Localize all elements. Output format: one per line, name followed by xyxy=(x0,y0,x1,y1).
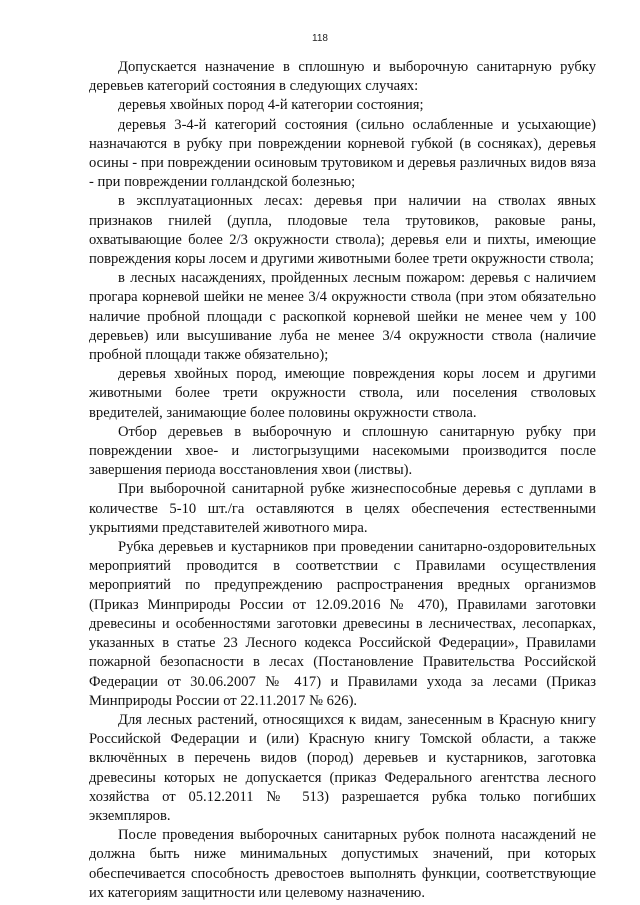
paragraph-allowed-cases: Допускается назначение в сплошную и выборочную санитарную рубку деревьев категорий состояния в следующих случаях: xyxy=(89,59,596,95)
paragraph-stand-density: После проведения выборочных санитарных рубок полнота насаждений не должна быть ниже минимальных допустимых значений, при которых обеспечивается способность древостоев выполнять функции, соответствующие их категориям защитности или целевому назначению. xyxy=(89,827,596,901)
paragraph-insect-damage: Отбор деревьев в выборочную и сплошную санитарную рубку при повреждении хвое- и листогрызущими насекомыми производится после завершения периода восстановления хвои (листвы). xyxy=(89,423,596,479)
paragraph-bark-damage: деревья хвойных пород, имеющие повреждения коры лосем и другими животными более трети окружности ствола, или поселения стволовых вредителей, занимающие более половины окружности ствола. xyxy=(89,366,596,421)
document-body xyxy=(89,58,596,903)
paragraph-exploitation-forests: в эксплуатационных лесах: деревья при наличии на стволах явных признаков гнилей (дупла, плодовые тела трутовиков, раковые раны, охватывающие более 2/3 окружности ствола); деревья ели и пихты, имеющие повреждения коры лосем и другими животными более трети окружности ствола; xyxy=(89,193,596,268)
paragraph-regulations: Рубка деревьев и кустарников при проведении санитарно-оздоровительных мероприятий проводится в соответствии с Правилами осуществления мероприятий по предупреждению распространения вредных организмов (Приказ Минприроды России от 12.09.2016 № 470), Правилами заготовки древесины и особенностями заготовки древесины в лесничествах, лесопарках, указанных в статье 23 Лесного кодекса Российской Федерации», Правилами пожарной безопасности в лесах (Постановление Правительства Российской Федерации от 30.06.2007 № 417) и Правилами ухода за лесами (Приказ Минприроды России от 22.11.2017 № 626). xyxy=(89,539,596,709)
page-number: 118 xyxy=(312,33,328,44)
paragraph-fire-damaged-stands: в лесных насаждениях, пройденных лесным пожаром: деревья с наличием прогара корневой шейки не менее 3/4 окружности ствола (при этом обязательно наличие пробной площади с раскопкой корневой шейки не менее чем у 100 деревьев) или высушивание луба не менее 3/4 окружности ствола (наличие пробной площади также обязательно); xyxy=(89,270,596,364)
paragraph-conifers-category-4: деревья хвойных пород 4-й категории состояния; xyxy=(118,97,424,114)
paragraph-red-book-species: Для лесных растений, относящихся к видам, занесенным в Красную книгу Российской Федерации и (или) Красную книгу Томской области, а также включённых в перечень видов (пород) деревьев и кустарников, заготовка древесины которых не допускается (приказ Федерального агентства лесного хозяйства от 05.12.2011 № 513) разрешается рубка только погибших экземпляров. xyxy=(89,711,596,824)
paragraph-category-3-4: деревья 3-4-й категорий состояния (сильно ослабленные и усыхающие) назначаются в рубку при повреждении корневой губкой (в сосняках), деревья осины - при повреждении осиновым трутовиком и деревья различных видов вяза - при повреждении голландской болезнью; xyxy=(89,116,596,191)
paragraph-hollow-trees: При выборочной санитарной рубке жизнеспособные деревья с дуплами в количестве 5-10 шт./га оставляются в целях обеспечения естественными укрытиями представителей животного мира. xyxy=(89,481,596,536)
